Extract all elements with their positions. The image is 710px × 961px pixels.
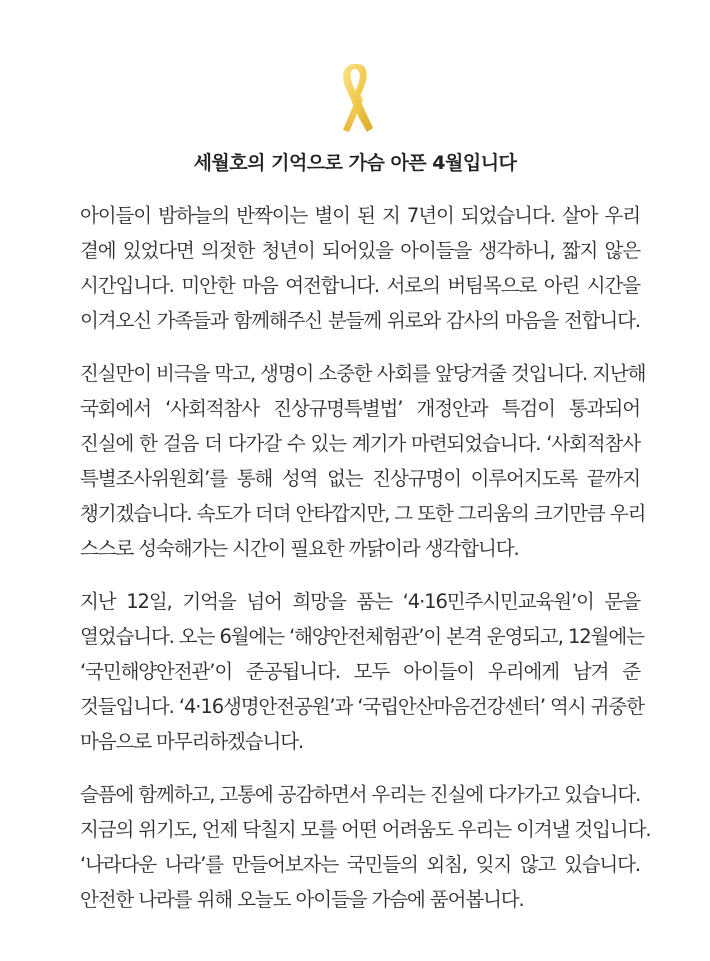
paragraph-3	[80, 584, 644, 759]
text-line: 진실만이 비극을 막고, 생명이 소중한 사회를 앞당겨줄 것입니다. 지난해	[80, 362, 646, 385]
letter-body	[80, 198, 651, 935]
text-line: 진실에 한 걸음 더 다가갈 수 있는 계기가 마련되었습니다. ‘사회적참사	[80, 432, 640, 455]
text-line: 열었습니다. 오는 6월에는 ‘해양안전체험관’이 본격 운영되고, 12월에는	[80, 625, 644, 648]
text-line: ‘나라다운 나라’를 만들어보자는 국민들의 외침, 잊지 않고 있습니다.	[80, 853, 640, 876]
text-line: 이겨오신 가족들과 함께해주신 분들께 위로와 감사의 마음을 전합니다.	[80, 309, 640, 332]
text-line: 안전한 나라를 위해 오늘도 아이들을 가슴에 품어봅니다.	[80, 888, 524, 911]
text-line: 시간입니다. 미안한 마음 여전합니다. 서로의 버팀목으로 아린 시간을	[80, 274, 640, 297]
text-line: 곁에 있었다면 의젓한 청년이 되어있을 아이들을 생각하니, 짧지 않은	[80, 239, 640, 262]
text-line: ‘국민해양안전관’이 준공됩니다. 모두 아이들이 우리에게 남겨 준	[80, 660, 640, 683]
text-line: 국회에서 ‘사회적참사 진상규명특별법’ 개정안과 특검이 통과되어	[80, 397, 640, 420]
text-line: 것들입니다. ‘4·16생명안전공원’과 ‘국립안산마음건강센터’ 역시 귀중한	[80, 695, 644, 718]
text-line: 아이들이 밤하늘의 반짝이는 별이 된 지 7년이 되었습니다. 살아 우리	[80, 204, 640, 227]
text-line: 스스로 성숙해가는 시간이 필요한 까닭이라 생각합니다.	[80, 537, 519, 560]
text-line: 마음으로 마무리하겠습니다.	[80, 730, 304, 753]
text-line: 챙기겠습니다. 속도가 더뎌 안타깝지만, 그 또한 그리움의 크기만큼 우리	[80, 502, 646, 525]
text-line: 지난 12일, 기억을 넘어 희망을 품는 ‘4·16민주시민교육원’이 문을	[80, 590, 640, 613]
yellow-ribbon-icon	[335, 62, 375, 134]
page-title: 세월호의 기억으로 가슴 아픈 4월입니다	[193, 152, 517, 174]
paragraph-2	[80, 356, 646, 566]
paragraph-1	[80, 198, 640, 338]
text-line: 슬픔에 함께하고, 고통에 공감하면서 우리는 진실에 다가가고 있습니다.	[80, 783, 641, 806]
paragraph-4	[80, 777, 651, 917]
text-line: 지금의 위기도, 언제 닥칠지 모를 어떤 어려움도 우리는 이겨낼 것입니다.	[80, 818, 651, 841]
text-line: 특별조사위원회’를 통해 성역 없는 진상규명이 이루어지도록 끝까지	[80, 467, 640, 490]
